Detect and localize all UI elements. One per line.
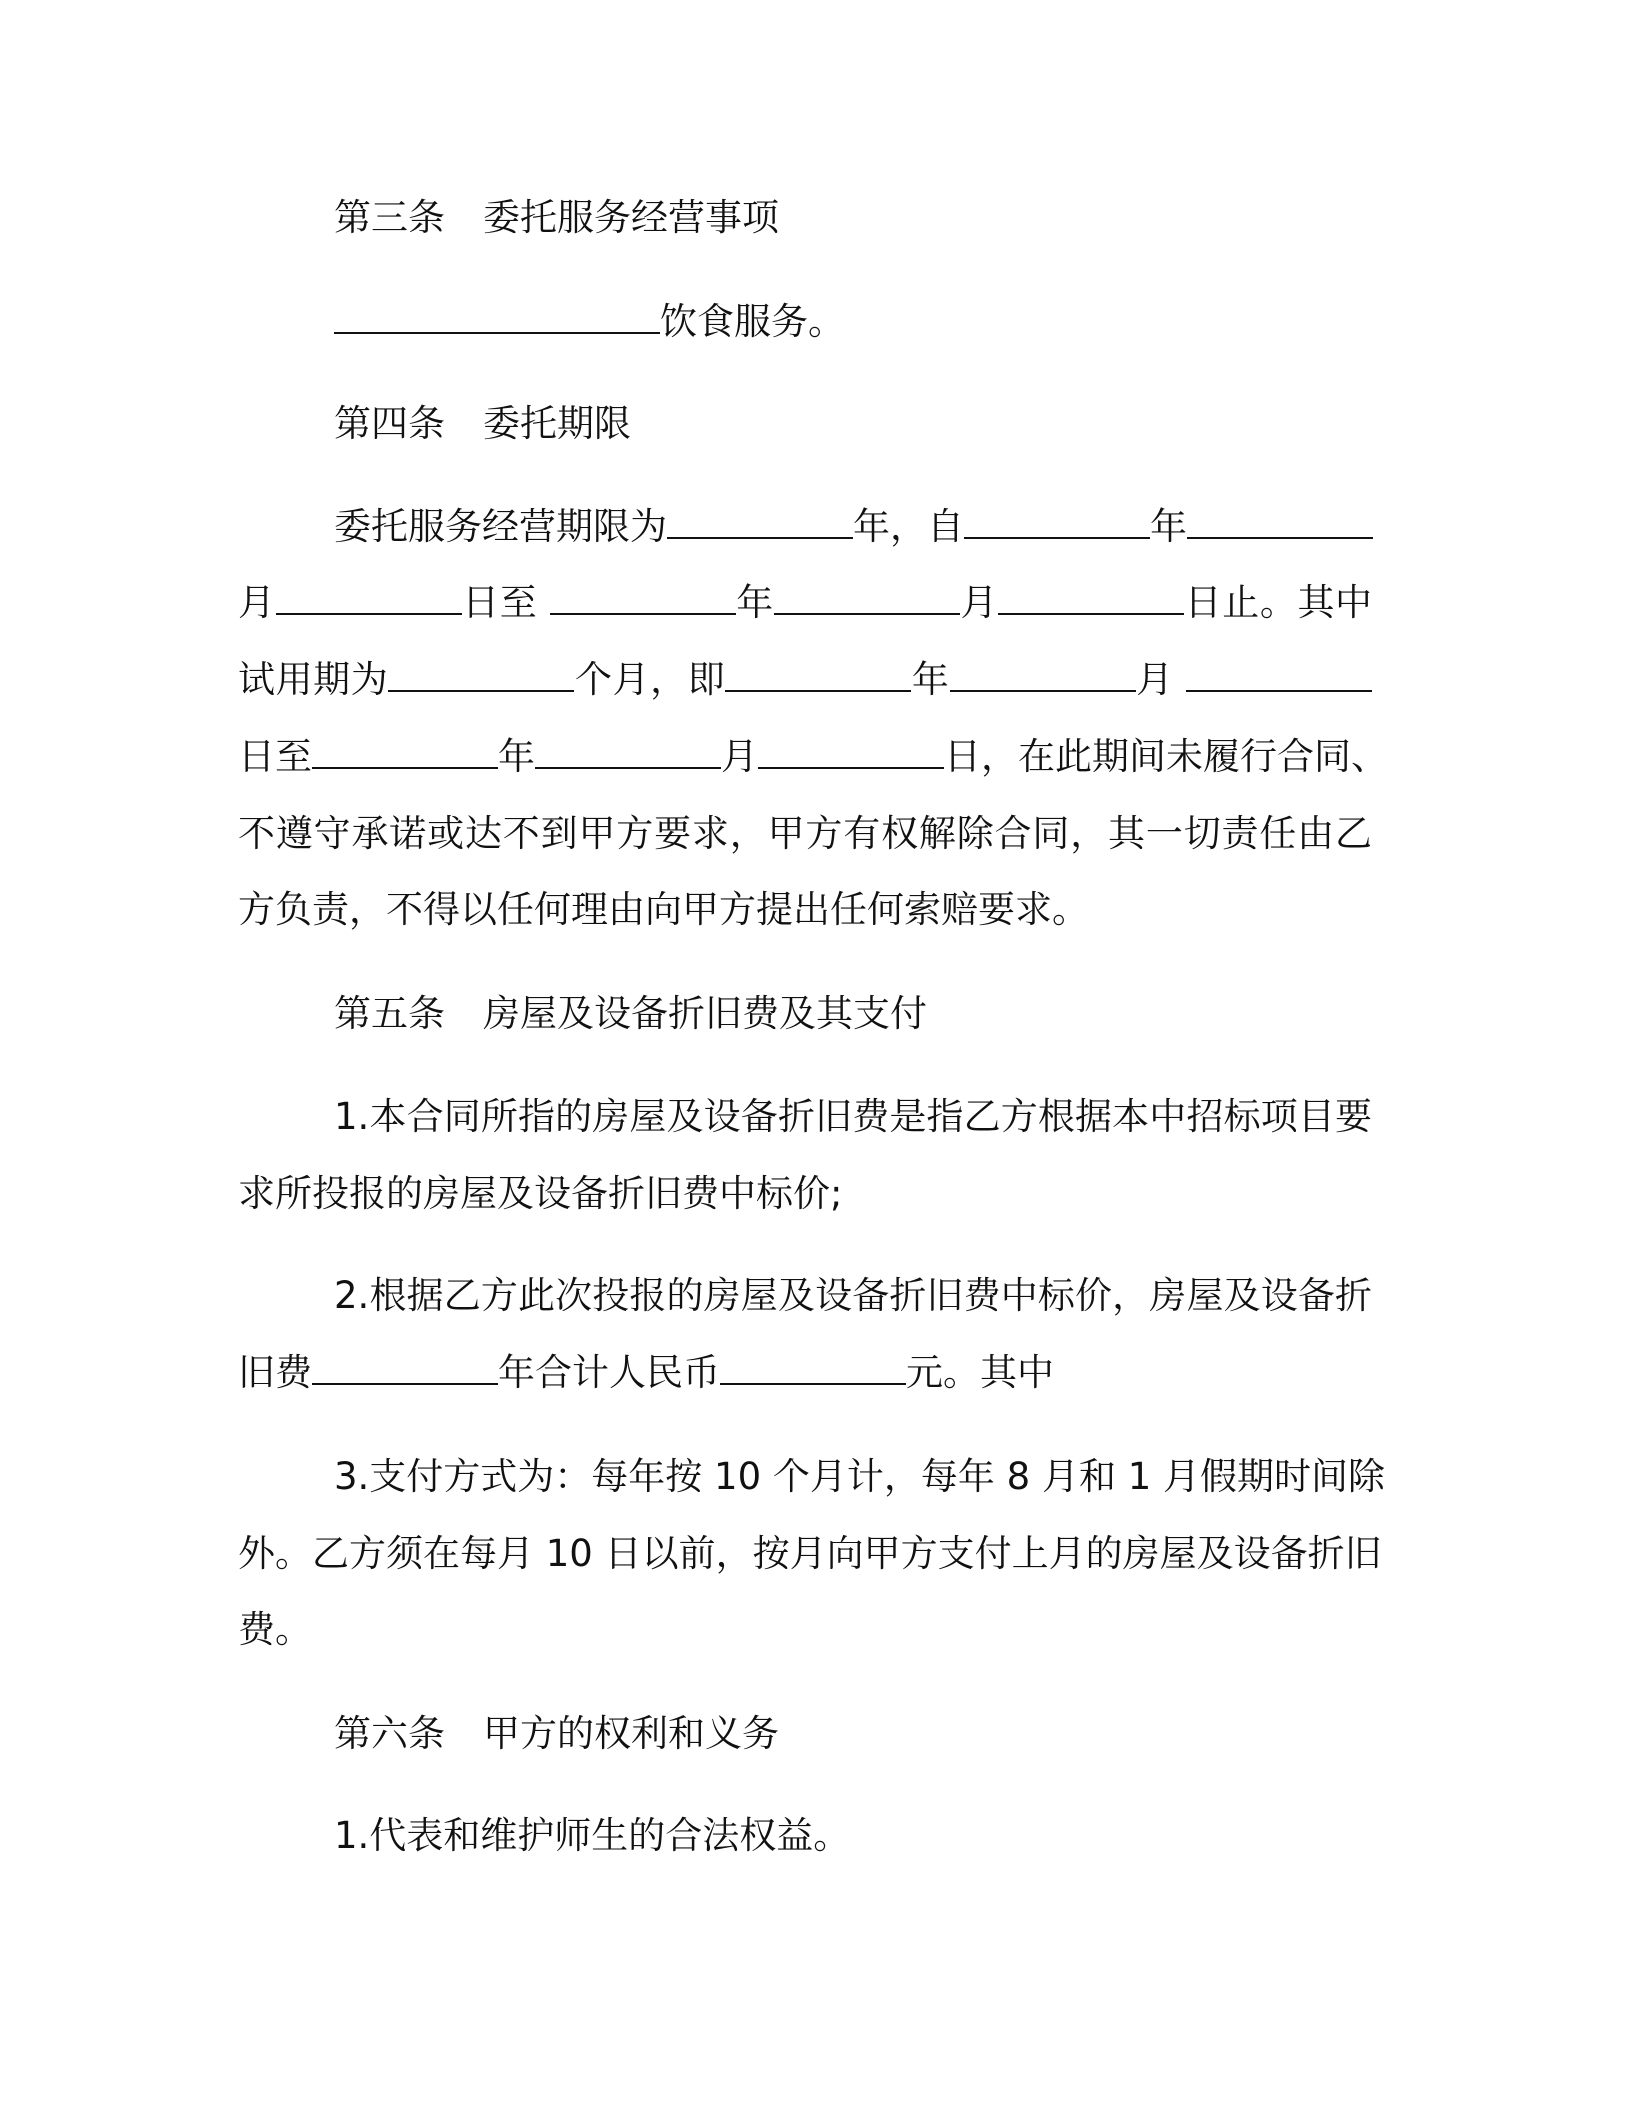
blank-field bbox=[950, 656, 1136, 692]
article-3-number: 第三条 bbox=[334, 196, 445, 239]
blank-field bbox=[1186, 656, 1372, 692]
blank-field bbox=[758, 733, 944, 769]
article-5-title: 房屋及设备折旧费及其支付 bbox=[483, 992, 927, 1035]
article-4-title: 委托期限 bbox=[483, 402, 631, 445]
article-4-line-4: 日至 年 月 日，在此期间未履行合同、 bbox=[238, 735, 1388, 778]
article-4-line-2: 月 日至 年 月 日止。其中 bbox=[238, 581, 1373, 624]
article-4-number: 第四条 bbox=[334, 402, 445, 445]
article-5-heading bbox=[334, 990, 1372, 1038]
article-3-heading bbox=[334, 194, 1372, 242]
blank-field bbox=[312, 1349, 498, 1385]
blank-field bbox=[725, 656, 911, 692]
article-6-number: 第六条 bbox=[334, 1712, 445, 1755]
blank-field bbox=[276, 579, 462, 615]
blank-field bbox=[550, 579, 736, 615]
blank-field bbox=[312, 733, 498, 769]
article-6-title: 甲方的权利和义务 bbox=[483, 1712, 779, 1755]
blank-field bbox=[720, 1349, 906, 1385]
article-3-body: 饮食服务。 bbox=[334, 298, 1372, 346]
blank-field bbox=[1187, 503, 1373, 539]
article-5-item-3-line-3: 费。 bbox=[238, 1608, 312, 1651]
blank-field bbox=[964, 503, 1150, 539]
blank-field bbox=[388, 656, 574, 692]
blank-field bbox=[334, 298, 660, 334]
article-4-line-6: 方负责，不得以任何理由向甲方提出任何索赔要求。 bbox=[238, 888, 1089, 931]
article-4-line-3: 试用期为 个月，即 年 月 bbox=[238, 656, 1372, 704]
blank-field bbox=[774, 579, 960, 615]
article-5-item-1-line-2: 求所投报的房屋及设备折旧费中标价; bbox=[238, 1172, 843, 1215]
article-4-line-1: 委托服务经营期限为 年，自 年 bbox=[334, 503, 1372, 551]
blank-field bbox=[535, 733, 721, 769]
article-4-line-5: 不遵守承诺或达不到甲方要求，甲方有权解除合同，其一切责任由乙 bbox=[238, 812, 1372, 855]
article-4-heading bbox=[334, 400, 1372, 448]
article-6-heading bbox=[334, 1710, 1372, 1758]
article-5-number: 第五条 bbox=[334, 992, 445, 1035]
article-5-item-2-line-2: 旧费 年合计人民币 元。其中 bbox=[238, 1351, 1054, 1394]
article-5-item-1-line-1: 1.本合同所指的房屋及设备折旧费是指乙方根据本中招标项目要 bbox=[334, 1095, 1372, 1138]
blank-field bbox=[998, 579, 1184, 615]
blank-field bbox=[667, 503, 853, 539]
article-5-item-3-line-1: 3.支付方式为：每年按 10 个月计，每年 8 月和 1 月假期时间除 bbox=[334, 1455, 1386, 1498]
article-5-item-2-line-1: 2.根据乙方此次投报的房屋及设备折旧费中标价，房屋及设备折 bbox=[334, 1274, 1372, 1317]
article-6-item-1: 1.代表和维护师生的合法权益。 bbox=[334, 1814, 851, 1857]
article-3-title: 委托服务经营事项 bbox=[483, 196, 779, 239]
article-5-item-3-line-2: 外。乙方须在每月 10 日以前，按月向甲方支付上月的房屋及设备折旧 bbox=[238, 1532, 1382, 1575]
